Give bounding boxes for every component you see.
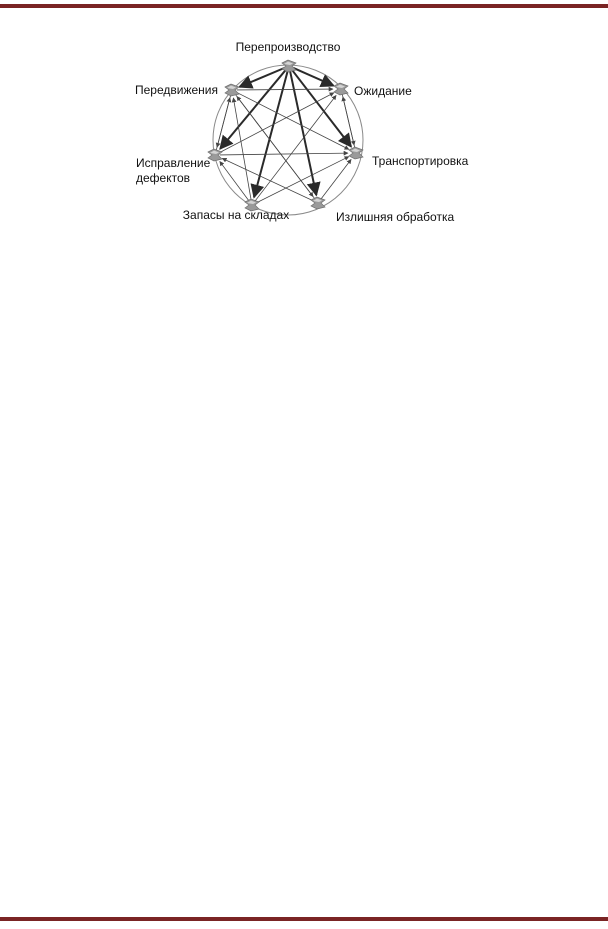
- node-waiting-icon: [334, 83, 348, 95]
- edge-motion-to-waiting: [237, 89, 333, 90]
- node-overprocessing-icon: [311, 197, 325, 209]
- edge-defects-to-waiting: [219, 93, 334, 153]
- node-label-transport: Транспортировка: [372, 154, 469, 168]
- edge-defects-to-transport: [220, 153, 348, 155]
- node-label-inventory: Запасы на складах: [182, 208, 290, 222]
- edge-overprocessing-to-transport: [321, 159, 351, 199]
- edge-inventory-to-defects: [220, 161, 249, 201]
- node-label-waiting: Ожидание: [354, 84, 412, 98]
- page-bottom-rule: [0, 917, 608, 921]
- node-label-overprocessing: Излишняя обработка: [336, 210, 455, 224]
- labels-layer: [135, 40, 469, 224]
- node-label-defects: Исправление дефектов: [136, 156, 211, 185]
- edge-defects-to-motion: [216, 98, 230, 151]
- node-transport-icon: [349, 147, 363, 159]
- node-label-overproduction: Перепроизводство: [235, 40, 341, 54]
- node-overproduction-icon: [282, 60, 296, 72]
- node-label-motion: Передвижения: [135, 83, 218, 97]
